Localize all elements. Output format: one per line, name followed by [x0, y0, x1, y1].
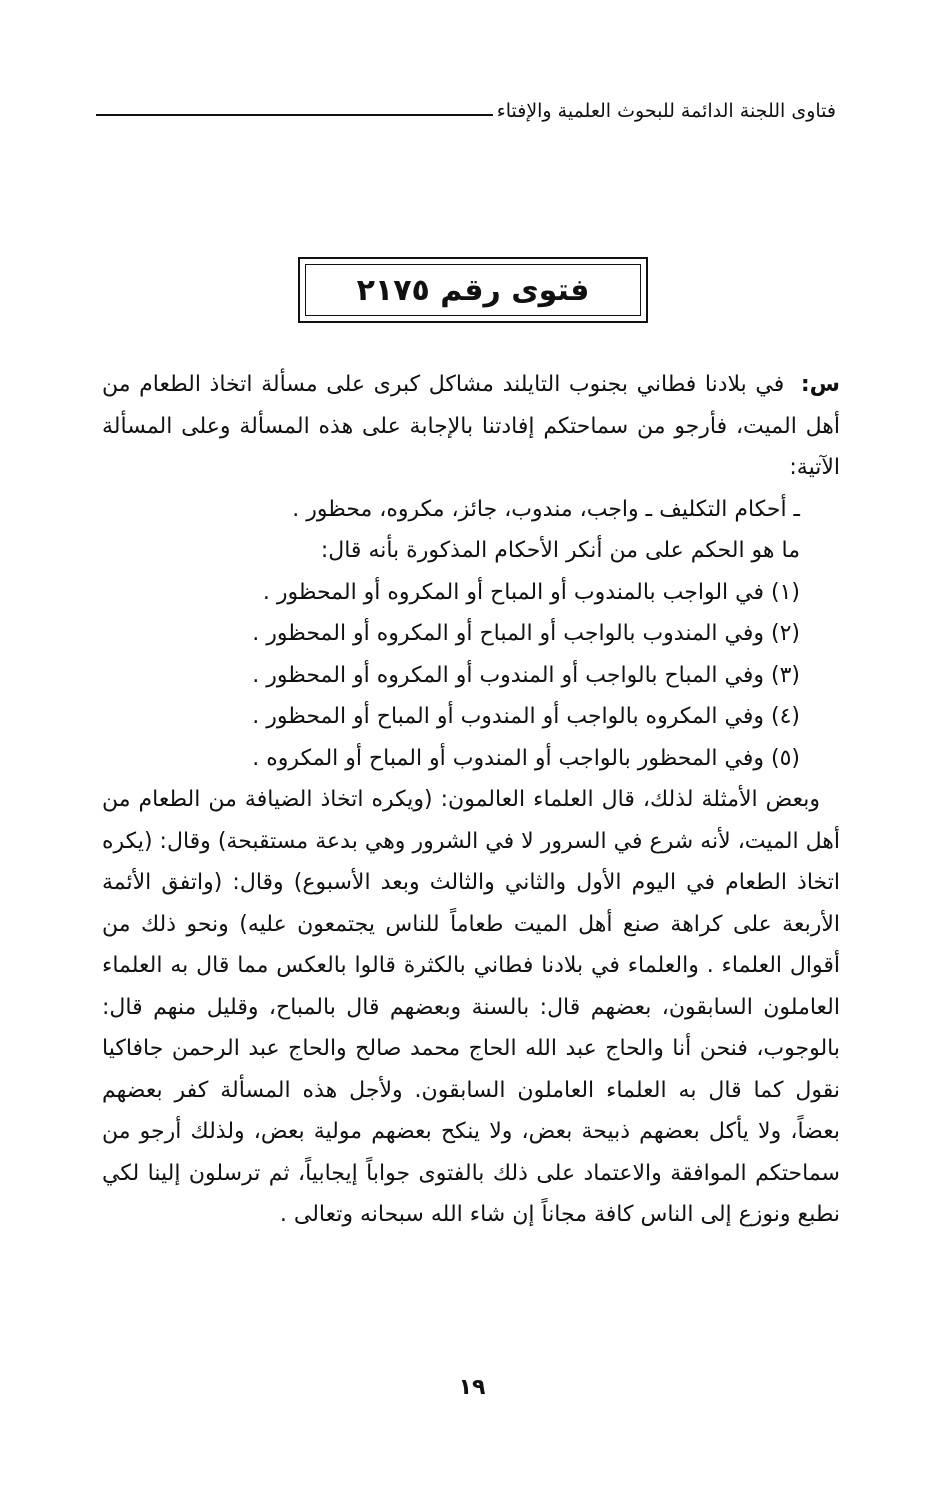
question-closing: وبعض الأمثلة لذلك، قال العلماء العالمون: (ويكره اتخاذ الضيافة من الطعام من أهل الميت، لأنه شرع في السرور لا في الشرور وهي بدعة مستقبحة) وقال: (يكره اتخاذ الطعام في اليوم الأول والثاني والثالث وبعد الأسبوع) وقال: (واتفق الأئمة الأربعة على كراهة صنع أهل الميت طعاماً للناس يجتمعون عليه) ونحو ذلك من أقوال العلماء . والعلماء في بلادنا فطاني بالكثرة قالوا بالعكس مما قال به العلماء العاملون السابقون، بعضهم قال: بالسنة وبعضهم قال بالمباح، وقليل منهم قال: بالوجوب، فنحن أنا والحاج عبد الله الحاج محمد صالح والحاج عبد الرحمن جافاكيا نقول كما قال به العلماء العاملون السابقون. ولأجل هذه المسألة كفر بعضهم بعضاً، ولا يأكل بعضهم ذبيحة بعض، ولا ينكح بعضهم مولية بعض، ولذلك أرجو من سماحتكم الموافقة والاعتماد على ذلك بالفتوى جواباً إيجابياً، ثم ترسلون إلينا لكي نطبع ونوزع إلى الناس كافة مجاناً إن شاء الله سبحانه وتعالى . — [102, 787, 840, 1227]
list-item: (٢) وفي المندوب بالواجب أو المباح أو المكروه أو المحظور . — [252, 621, 800, 646]
header-rule — [96, 114, 493, 116]
rulings-line: ـ أحكام التكليف ـ واجب، مندوب، جائز، مكروه، محظور . — [292, 496, 800, 522]
header-title: فتاوى اللجنة الدائمة للبحوث العلمية والإفتاء — [496, 100, 836, 122]
running-header — [96, 100, 836, 122]
question-body — [102, 364, 840, 1236]
list-item: (٣) وفي المباح بالواجب أو المندوب أو المكروه أو المحظور . — [252, 662, 800, 688]
question-intro-text: في بلادنا فطاني بجنوب التايلند مشاكل كبرى على مسألة اتخاذ الطعام من أهل الميت، فأرجو من سماحتكم إفادتنا بالإجابة على هذه المسألة وعلى المسألة الآتية: — [102, 372, 840, 480]
page-number: ١٩ — [458, 1375, 486, 1400]
question-intro — [102, 364, 840, 489]
list-item: (١) في الواجب بالمندوب أو المباح أو المكروه أو المحظور . — [262, 579, 800, 605]
list-item: (٥) وفي المحظور بالواجب أو المندوب أو المباح أو المكروه . — [252, 745, 800, 771]
ask-line: ما هو الحكم على من أنكر الأحكام المذكورة بأنه قال: — [320, 538, 800, 563]
list-item: (٤) وفي المكروه بالواجب أو المندوب أو المباح أو المحظور . — [252, 704, 800, 729]
question-label: س: — [800, 372, 840, 397]
fatwa-title: فتوى رقم ٢١٧٥ — [356, 272, 590, 308]
fatwa-title-box — [298, 257, 648, 323]
